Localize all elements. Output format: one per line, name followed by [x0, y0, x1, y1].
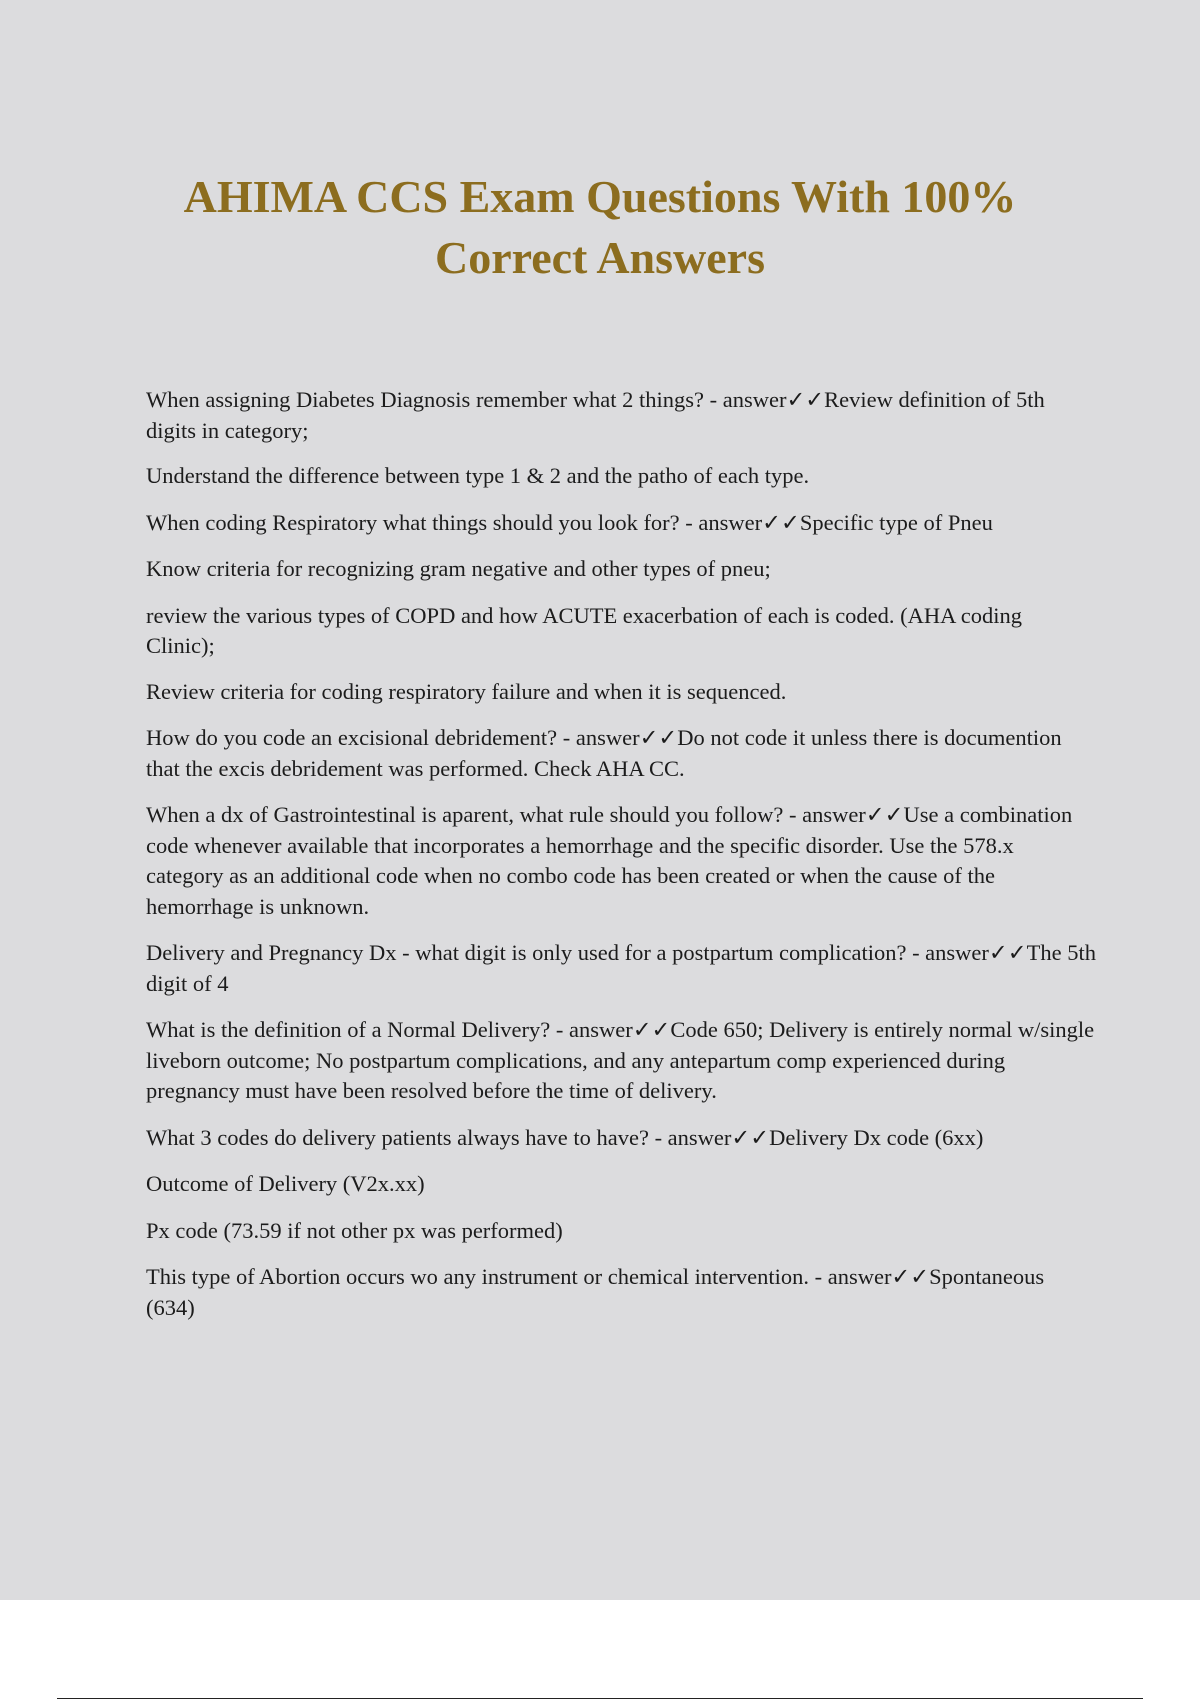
- paragraph-pneumonia-criteria: Know criteria for recognizing gram negative and other types of pneu;: [146, 556, 771, 581]
- document-title-line-2: Correct Answers: [435, 232, 765, 283]
- document-body: [146, 385, 1096, 1323]
- qa-paragraph-respiratory: When coding Respiratory what things should you look for? - answer✓✓Specific type of Pneu: [146, 509, 993, 535]
- qa-paragraph-postpartum-digit: Delivery and Pregnancy Dx - what digit is only used for a postpartum complication? - answer✓✓The 5th digit of 4: [146, 940, 1096, 996]
- page-footer-area: [0, 1600, 1200, 1700]
- qa-paragraph-diabetes: When assigning Diabetes Diagnosis remember what 2 things? - answer✓✓Review definition of 5th digits in category;: [146, 387, 1045, 443]
- paragraph-diabetes-types: Understand the difference between type 1 & 2 and the patho of each type.: [146, 463, 810, 488]
- document-title-line-1: AHIMA CCS Exam Questions With 100%: [183, 171, 1017, 222]
- paragraph-respiratory-failure: Review criteria for coding respiratory failure and when it is sequenced.: [146, 678, 787, 704]
- qa-paragraph-debridement: How do you code an excisional debridement? - answer✓✓Do not code it unless there is documention that the excis debridement was performed. Check AHA CC.: [146, 725, 1062, 781]
- paragraph-delivery-outcome: Outcome of Delivery (V2x.xx): [146, 1171, 425, 1196]
- footer-divider: [57, 1698, 1143, 1699]
- qa-paragraph-abortion: This type of Abortion occurs wo any instrument or chemical intervention. - answer✓✓Spontaneous (634): [146, 1264, 1045, 1320]
- qa-paragraph-delivery-codes: What 3 codes do delivery patients always have to have? - answer✓✓Delivery Dx code (6xx): [146, 1124, 984, 1150]
- qa-paragraph-normal-delivery: What is the definition of a Normal Delivery? - answer✓✓Code 650; Delivery is entirely normal w/single liveborn outcome; No postpartum complications, and any antepartum comp experienced during pregnancy must have been resolved before the time of delivery.: [146, 1017, 1095, 1103]
- paragraph-px-code: Px code (73.59 if not other px was performed): [146, 1217, 563, 1243]
- qa-paragraph-gastrointestinal: When a dx of Gastrointestinal is aparent, what rule should you follow? - answer✓✓Use a combination code whenever available that incorporates a hemorrhage and the specific disorder. Use the 578.x category as an additional code when no combo code has been created or when the cause of the hemorrhage is unknown.: [146, 802, 1073, 919]
- document-title: [100, 166, 1100, 288]
- paragraph-copd: review the various types of COPD and how ACUTE exacerbation of each is coded. (AHA coding Clinic);: [146, 602, 1023, 658]
